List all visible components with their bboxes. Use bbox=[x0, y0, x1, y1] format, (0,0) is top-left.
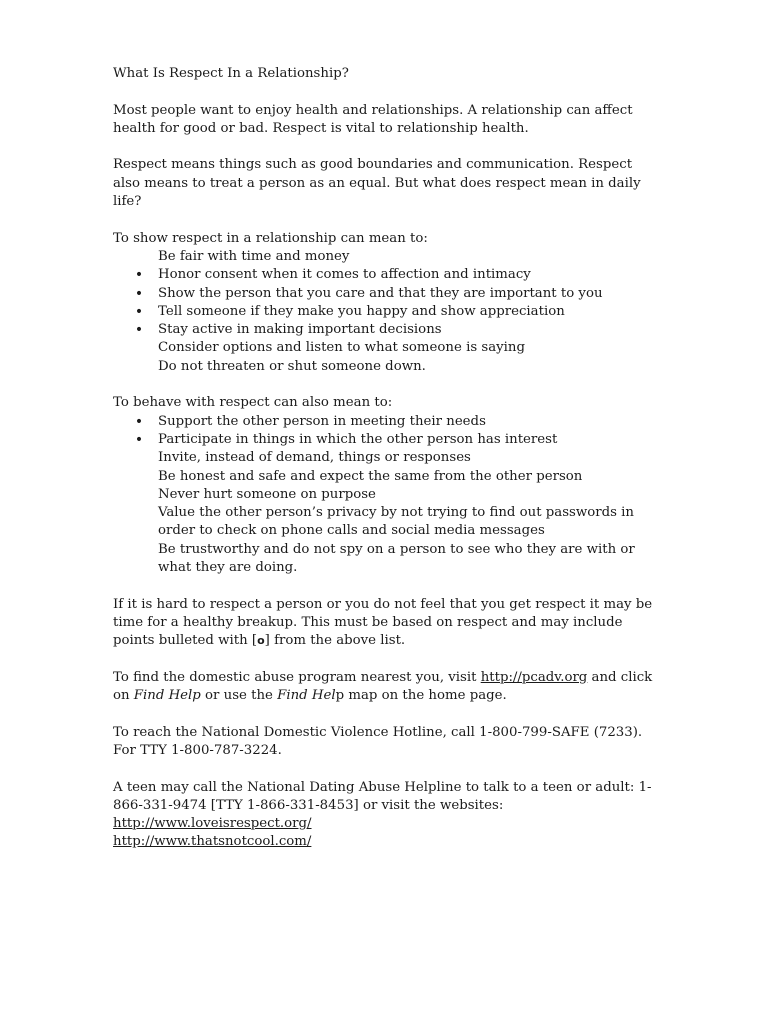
list-item-text: Participate in things in which the other person has interest bbox=[158, 431, 558, 447]
list-item bbox=[113, 303, 661, 321]
list-item-text: Stay active in making important decisions bbox=[158, 322, 442, 338]
intro-paragraph-2: Respect means things such as good boundaries and communication. Respect also means to treat a person as an equal. But what does respect mean in daily life? bbox=[113, 157, 641, 210]
list2-heading: To behave with respect can also mean to: bbox=[113, 395, 393, 411]
list-item-text: Be trustworthy and do not spy on a person to see who they are with or what they are doing. bbox=[158, 541, 635, 576]
bullet-icon bbox=[133, 303, 145, 322]
list-item bbox=[113, 266, 661, 284]
breakup-paragraph bbox=[113, 596, 661, 651]
list-item-text: Do not threaten or shut someone down. bbox=[158, 358, 426, 374]
program-text-or: or use the bbox=[200, 688, 278, 704]
list-item bbox=[113, 413, 661, 431]
list-item-text: Honor consent when it comes to affection and intimacy bbox=[158, 267, 531, 283]
list-item bbox=[113, 285, 661, 303]
pcadv-link[interactable]: http://pcadv.org bbox=[480, 669, 588, 685]
list-item-text: Support the other person in meeting their needs bbox=[158, 413, 486, 429]
list-item bbox=[113, 486, 661, 504]
loveisrespect-link[interactable]: http://www.loveisrespect.org/ bbox=[113, 816, 312, 832]
list-item-text: Never hurt someone on purpose bbox=[158, 486, 376, 502]
program-text-start: To find the domestic abuse program nearest you, visit bbox=[113, 669, 481, 685]
program-text-end: p map on the home page. bbox=[335, 688, 507, 704]
list-item bbox=[113, 431, 661, 449]
list-item-text: Consider options and listen to what someone is saying bbox=[158, 340, 525, 356]
intro-paragraph-1: Most people want to enjoy health and relationships. A relationship can affect health for good or bad. Respect is vital to relationship health. bbox=[113, 102, 633, 136]
list-item bbox=[113, 504, 661, 541]
list-item-text: Value the other person’s privacy by not trying to find out passwords in order to check on phone calls and social media messages bbox=[158, 505, 634, 539]
page-title: What Is Respect In a Relationship? bbox=[113, 66, 349, 81]
respect-list-2 bbox=[113, 413, 661, 578]
list-item-text: Invite, instead of demand, things or responses bbox=[158, 450, 471, 466]
list-item bbox=[113, 339, 661, 357]
list-item bbox=[113, 248, 661, 266]
thatsnotcool-link[interactable]: http://www.thatsnotcool.com/ bbox=[113, 834, 312, 850]
find-help-text: Find Help bbox=[133, 688, 201, 704]
list-item-text: Be honest and safe and expect the same from the other person bbox=[158, 468, 583, 484]
document-page bbox=[113, 65, 661, 852]
list-item bbox=[113, 449, 661, 467]
bullet-icon bbox=[133, 431, 145, 450]
bullet-icon bbox=[133, 321, 145, 340]
list-item-text: Tell someone if they make you happy and show appreciation bbox=[158, 303, 565, 319]
list-item bbox=[113, 468, 661, 486]
breakup-text-end: ] from the above list. bbox=[264, 633, 406, 649]
find-help-map-text: Find Hel bbox=[277, 688, 336, 704]
program-paragraph bbox=[113, 669, 661, 706]
bullet-icon bbox=[133, 413, 145, 432]
list-item bbox=[113, 541, 661, 578]
program-text-middle: and click on bbox=[113, 669, 653, 704]
respect-list-1 bbox=[113, 248, 661, 376]
hotline-line-2: For TTY 1-800-787-3224. bbox=[113, 742, 282, 758]
circle-bullet-symbol: o bbox=[257, 634, 265, 648]
bullet-icon bbox=[133, 266, 145, 285]
list1-heading: To show respect in a relationship can mean to: bbox=[113, 230, 428, 246]
breakup-text-start: If it is hard to respect a person or you do not feel that you get respect it may be time for a healthy breakup. This must be based on respect and may include points bulleted with [ bbox=[113, 596, 653, 649]
bullet-icon bbox=[133, 285, 145, 304]
list-item bbox=[113, 321, 661, 339]
teen-paragraph: A teen may call the National Dating Abuse Helpline to talk to a teen or adult: 1-866-331-9474 [TTY 1-866-331-8453] or visit the websites: bbox=[113, 779, 652, 813]
list-item-text: Show the person that you care and that they are important to you bbox=[158, 285, 603, 301]
list-item-text: Be fair with time and money bbox=[158, 248, 350, 264]
list-item bbox=[113, 358, 661, 376]
hotline-line-1: To reach the National Domestic Violence Hotline, call 1-800-799-SAFE (7233). bbox=[113, 724, 643, 740]
